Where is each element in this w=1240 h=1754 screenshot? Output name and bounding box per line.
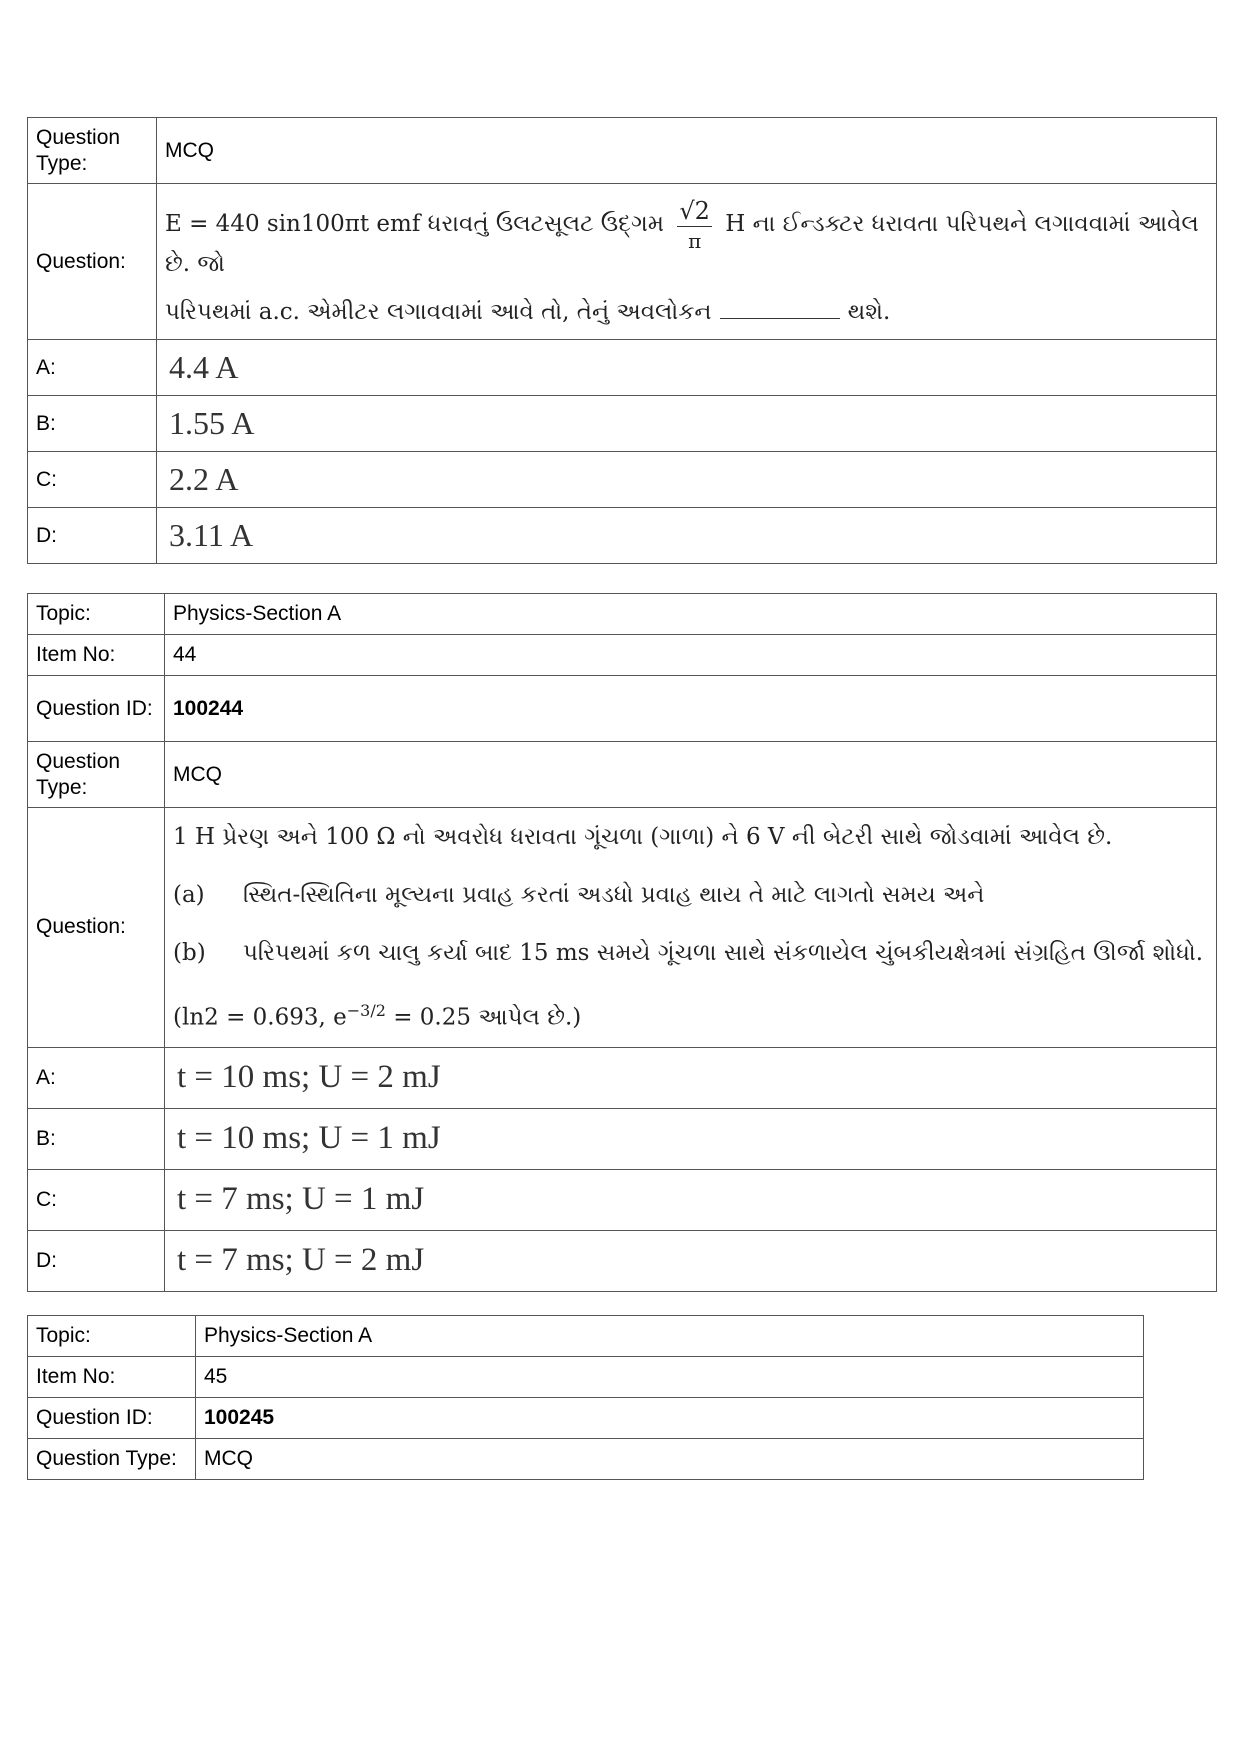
option-label: C:: [28, 1169, 165, 1230]
question-id-label: Question ID:: [28, 1398, 196, 1439]
row-topic: [28, 594, 1217, 635]
option-row: [28, 396, 1217, 452]
option-text: t = 7 ms; U = 1 mJ: [165, 1169, 1217, 1230]
question-type-value: MCQ: [157, 118, 1217, 184]
option-row: [28, 1169, 1217, 1230]
question-line-1: [165, 196, 1208, 277]
item-no-value: 44: [165, 635, 1217, 676]
question-table-3: [27, 1315, 1144, 1480]
option-row: [28, 1047, 1217, 1108]
option-row: [28, 1108, 1217, 1169]
question-line-2: [165, 299, 1208, 325]
part-a-text: સ્થિત-સ્થિતિના મૂલ્યના પ્રવાહ કરતાં અડધો પ્રવાહ થાય તે માટે લાગતો સમય અને: [243, 882, 985, 908]
row-question-id: [28, 1398, 1144, 1439]
question-type-value: MCQ: [165, 742, 1217, 808]
option-label: A:: [28, 340, 157, 396]
item-no-value: 45: [196, 1357, 1144, 1398]
item-no-label: Item No:: [28, 635, 165, 676]
given-prefix: (ln2 = 0.693, e: [173, 1004, 347, 1031]
question-text: [157, 184, 1217, 340]
option-label: D:: [28, 508, 157, 564]
row-question: [28, 808, 1217, 1048]
option-row: [28, 452, 1217, 508]
option-label: C:: [28, 452, 157, 508]
option-text: t = 10 ms; U = 1 mJ: [165, 1108, 1217, 1169]
option-text: t = 10 ms; U = 2 mJ: [165, 1047, 1217, 1108]
part-b-text: પરિપથમાં કળ ચાલુ કર્યા બાદ 15 ms સમયે ગૂંચળા સાથે સંકળાયેલ ચુંબકીયક્ષેત્રમાં સંગ્રહિત ઊર્જા શોધો.: [243, 940, 1204, 966]
question-type-label: Question Type:: [28, 1439, 196, 1480]
part-a-marker: (a): [173, 882, 205, 908]
fraction-denominator: π: [688, 228, 702, 253]
topic-value: Physics-Section A: [165, 594, 1217, 635]
question-label: Question:: [28, 184, 157, 340]
row-question-type: [28, 742, 1217, 808]
question-part-b: [173, 924, 1208, 982]
fraction: [677, 196, 712, 253]
item-no-label: Item No:: [28, 1357, 196, 1398]
option-label: B:: [28, 1108, 165, 1169]
option-label: D:: [28, 1230, 165, 1291]
option-row: [28, 340, 1217, 396]
answer-blank: [720, 318, 840, 319]
question-type-label: Question Type:: [28, 742, 165, 808]
row-topic: [28, 1316, 1144, 1357]
question-label: Question:: [28, 808, 165, 1048]
question-id-value: 100244: [165, 676, 1217, 742]
row-question: [28, 184, 1217, 340]
topic-label: Topic:: [28, 1316, 196, 1357]
question-text-part-2: H ના ઈન્ડક્ટર ધરાવતા પરિપથને લગાવવામાં આવેલ છે. જો: [165, 210, 1199, 277]
option-text: 2.2 A: [157, 452, 1217, 508]
question-type-label: Question Type:: [28, 118, 157, 184]
part-b-marker: (b): [173, 940, 206, 966]
question-id-label: Question ID:: [28, 676, 165, 742]
option-row: [28, 508, 1217, 564]
topic-value: Physics-Section A: [196, 1316, 1144, 1357]
question-table-2: [27, 593, 1217, 1292]
question-text-part-4: થશે.: [847, 298, 891, 325]
question-text-part-3: પરિપથમાં a.c. એમીટર લગાવવામાં આવે તો, તેનું અવલોકન: [165, 298, 712, 325]
question-text-part-1: E = 440 sin100πt emf ધરાવતું ઉલટસૂલટ ઉદ્ગમ: [165, 210, 665, 237]
option-text: 1.55 A: [157, 396, 1217, 452]
row-question-id: [28, 676, 1217, 742]
given-suffix: = 0.25 આપેલ છે.): [393, 1004, 582, 1031]
question-part-a: [173, 866, 1208, 924]
fraction-numerator: √2: [679, 196, 710, 225]
row-question-type: [28, 1439, 1144, 1480]
row-question-type: [28, 118, 1217, 184]
question-text: [165, 808, 1217, 1048]
question-given: [173, 982, 1208, 1047]
question-table-1: [27, 117, 1217, 564]
option-text: 4.4 A: [157, 340, 1217, 396]
option-text: t = 7 ms; U = 2 mJ: [165, 1230, 1217, 1291]
option-label: B:: [28, 396, 157, 452]
row-item-no: [28, 635, 1217, 676]
question-type-value: MCQ: [196, 1439, 1144, 1480]
option-text: 3.11 A: [157, 508, 1217, 564]
topic-label: Topic:: [28, 594, 165, 635]
row-item-no: [28, 1357, 1144, 1398]
option-row: [28, 1230, 1217, 1291]
question-line-1: 1 H પ્રેરણ અને 100 Ω નો અવરોધ ધરાવતા ગૂંચળા (ગાળા) ને 6 V ની બેટરી સાથે જોડવામાં આવેલ છે.: [173, 824, 1113, 850]
option-label: A:: [28, 1047, 165, 1108]
given-exponent: −3/2: [346, 1001, 386, 1020]
question-id-value: 100245: [196, 1398, 1144, 1439]
